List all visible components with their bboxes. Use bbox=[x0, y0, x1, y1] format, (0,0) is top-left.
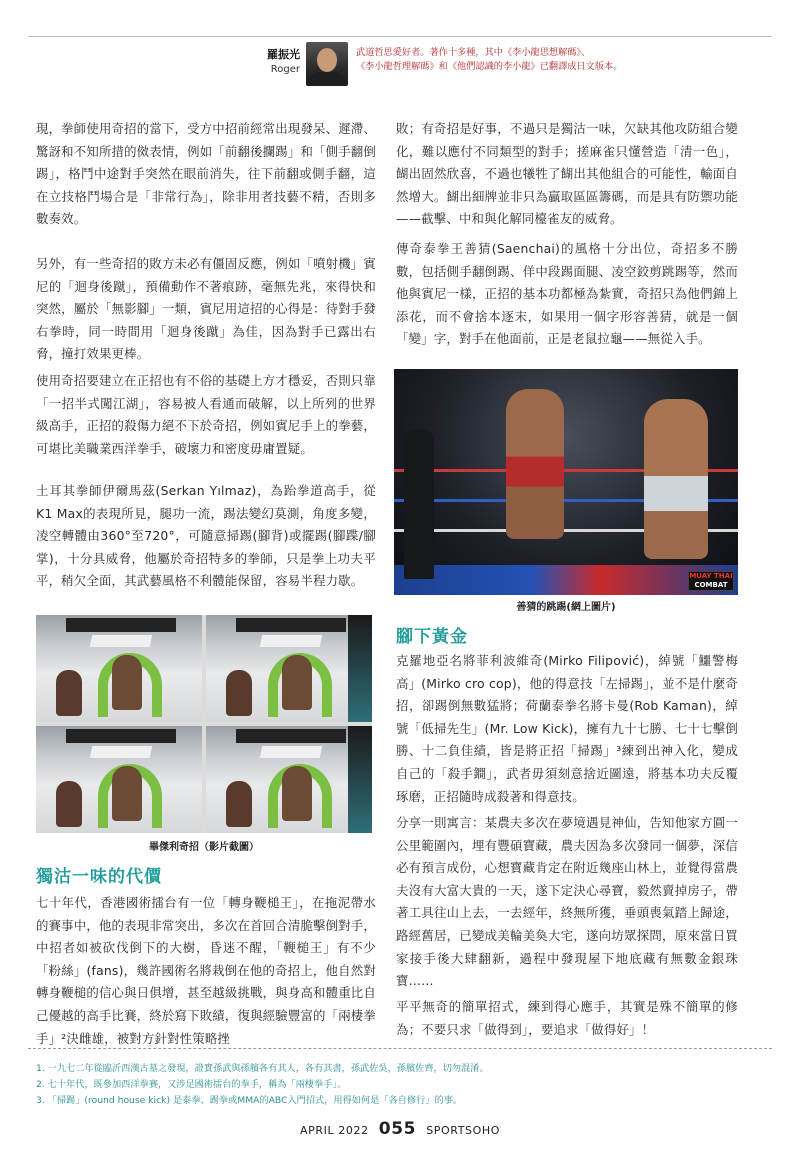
right-section-paragraph-3: 平平無奇的簡單招式，練到得心應手，其實是殊不簡單的修為；不要只求「做得到」，要追求「做得好」！ bbox=[396, 999, 738, 1037]
right-paragraph-1: 敗；有奇招是好事，不過只是獨沽一味，欠缺其他攻防組合變化，難以應付不同類型的對手；搓麻雀只懂營造「清一色」，餬出固然欣喜，不過也犧牲了餬出其他組合的可能性，輸面自然增大。餬出細牌並非只為贏取區區籌碼，而是具有防禦功能——截擊、中和與化解同檯雀友的威脅。 bbox=[396, 121, 738, 227]
right-section-paragraph-2: 分享一則寓言：某農夫多次在夢境遇見神仙，告知他家方圓一公里範圍內，埋有豐碩寶藏，農夫因為多次發同一個夢，深信必有預言成份，心想寶藏肯定在附近幾座山林上，並覺得當農夫沒有大富大貴的一天，遂下定決心尋寶，毅然賣掉房子，帶著工具往山上去，一去經年，終無所獲，垂頭喪氣踏上歸途，路經舊居，已變成美輪美奐大宅，遂向坊眾探問，原來當日買家接手後大肆翻新，過程中發現屋下地底藏有無數金銀珠寶…… bbox=[396, 815, 738, 989]
magazine-brand: SPORTSOHO bbox=[426, 1124, 500, 1137]
left-paragraph-2: 另外，有一些奇招的敗方未必有僵固反應，例如「噴射機」賓尼的「迴身後蹴」，預備動作不著痕跡，毫無先兆，來得快和突然，屬於「無影腳」一類，賓尼用這招的心得是：待對手發右拳時，同一時間用「迴身後蹴」為佳，因為對手已露出右脅，撞打效果更棒。 bbox=[36, 256, 376, 362]
ufc-screenshot-grid bbox=[36, 615, 372, 833]
left-paragraph-1: 現，拳師使用奇招的當下，受方中招前經常出現發呆、遲滯、驚訝和不知所措的傚表情，例如「前翻後攔踢」和「側手翻倒踢」，格鬥中途對手突然在眼前消失，往下前翻或側手翻，這在立技格鬥場合是「非常行為」，除非用者技藝不精，否則多數奏效。 bbox=[36, 121, 376, 227]
left-section-paragraph: 七十年代，香港國術擂台有一位「轉身鞭槌王」，在拖泥帶水的賽事中，他的表現非常突出，多次在首回合清脆擊倒對手，中招者如被砍伐倒下的大樹，昏迷不醒，「鞭槌王」有不少「粉絲」(fans)，幾許國術名將栽倒在他的奇招上，他自然對轉身鞭槌的信心與日俱增，甚至越級挑戰，與身高和體重比自己優越的高手比賽，終於寫下敗績，復與經驗豐富的「兩棲拳手」²決雌雄，被對方針對性策略挫 bbox=[36, 895, 376, 1046]
author-avatar bbox=[306, 42, 348, 86]
arena-banner bbox=[66, 729, 176, 743]
arena-side-panel bbox=[348, 726, 372, 833]
logo-line: MUAY THAI bbox=[689, 572, 733, 580]
fighter-figure bbox=[56, 670, 82, 716]
section-heading-right: 腳下黃金 bbox=[396, 627, 468, 647]
ufc-logo-shape bbox=[90, 746, 153, 758]
left-paragraph-3: 使用奇招要建立在正招也有不俗的基礎上方才穩妥，否則只靠「一招半式闖江湖」，容易被人看通而破解，以上所列的世界級高手，正招的殺傷力絕不下於奇招，例如賓尼手上的拳藝，可堪比美職業西洋拳手，破壞力和密度毋庸置疑。 bbox=[36, 373, 376, 456]
right-section-paragraph-1: 克羅地亞名將菲利波維奇(Mirko Filipović)，綽號「鱷警梅高」(Mirko cro cop)，他的得意技「左掃踢」，並不是什麼奇招，卻踢倒無數猛將；荷蘭泰拳名將卡曼(Rob Kaman)，綽號「低掃先生」(Mr. Low Kick)，擁有九十七勝、七十七擊倒勝、十二負佳績，皆是將正招「掃踢」³練到出神入化，變成自己的「殺手鐧」，武者毋須刻意捨近圖遠，將基本功夫反覆琢磨，正招隨時成殺著和得意技。 bbox=[396, 653, 738, 804]
ufc-frame-1 bbox=[36, 615, 202, 722]
footnote-3: 3. 「掃踢」(round house kick) 是泰拳、踢拳或MMA的ABC入門招式，用得如何是「各自修行」的事。 bbox=[36, 1095, 463, 1106]
page-number: 055 bbox=[378, 1119, 417, 1139]
fighter-figure bbox=[644, 399, 708, 559]
author-bio-line: 《李小龍哲理解碼》和《他們認識的李小龍》已翻譯成日文版本。 bbox=[356, 61, 623, 72]
footnote-1: 1. 一九七二年從臨沂西漢古墓之發現，證實孫武與孫臏各有其人，各有其書，孫武佐吳，孫臏佐齊，切勿混淆。 bbox=[36, 1063, 489, 1074]
top-divider bbox=[28, 36, 772, 37]
saenchai-kick-photo bbox=[394, 369, 738, 595]
arena-side-panel bbox=[348, 615, 372, 722]
footnote-2: 2. 七十年代，既參加西洋拳賽，又涉足國術擂台的拳手，稱為「兩棲拳手」。 bbox=[36, 1079, 347, 1090]
footnote-divider bbox=[28, 1048, 772, 1049]
fighter-figure bbox=[506, 389, 564, 539]
muay-thai-combat-logo bbox=[688, 571, 734, 591]
section-heading-left: 獨沽一味的代價 bbox=[36, 867, 162, 887]
arena-banner bbox=[66, 618, 176, 632]
fighter-figure bbox=[56, 781, 82, 827]
author-bio-line: 武道哲思愛好者。著作十多種，其中《李小龍思想解碼》、 bbox=[356, 47, 591, 58]
fighter-figure bbox=[112, 766, 142, 821]
fighter-figure bbox=[226, 670, 252, 716]
ring-caption: 善猜的跳踢(網上圖片) bbox=[516, 602, 616, 613]
ufc-frame-4 bbox=[206, 726, 372, 833]
fighter-figure bbox=[282, 655, 312, 710]
ufc-logo-shape bbox=[260, 635, 323, 647]
arena-banner bbox=[236, 618, 346, 632]
author-bio bbox=[356, 46, 656, 74]
author-face-shape bbox=[317, 48, 337, 72]
author-name: 羅振光 bbox=[267, 48, 300, 61]
fighter-figure bbox=[112, 655, 142, 710]
ufc-logo-shape bbox=[90, 635, 153, 647]
ufc-frame-3 bbox=[36, 726, 202, 833]
fighter-figure bbox=[282, 766, 312, 821]
ring-apron bbox=[394, 565, 738, 595]
referee-figure bbox=[404, 429, 434, 579]
ufc-logo-shape bbox=[260, 746, 323, 758]
left-paragraph-4: 土耳其拳師伊爾馬茲(Serkan Yılmaz)，為跆拳道高手，從K1 Max的表現所見，腿功一流，踢法變幻莫測，角度多變，凌空轉體由360°至720°，可隨意掃踢(腳背)或擺踢(腳蹀/腳掌)，十分具威脅，他屬於奇招特多的拳師，只是拳上功夫平平，稍欠全面，其武藝風格不利體能保留，容易半程力歇。 bbox=[36, 483, 376, 589]
ufc-caption: 畢傑利奇招（影片截圖） bbox=[149, 842, 259, 853]
ufc-frame-2 bbox=[206, 615, 372, 722]
page-footer bbox=[0, 1119, 800, 1139]
author-body-shape bbox=[310, 72, 344, 86]
right-paragraph-2: 傳奇泰拳王善猜(Saenchai)的風格十分出位，奇招多不勝數，包括側手翻倒踢、佯中段踢面腿、凌空鉸剪跳踢等，然而他與賓尼一樣，正招的基本功都極為紮實，奇招只為他們錦上添花，而不會捨本逐末，如果用一個字形容善猜，就是一個「變」字，對手在他面前，正是老鼠拉龜——無從入手。 bbox=[396, 241, 738, 347]
fighter-figure bbox=[226, 781, 252, 827]
issue-date: APRIL 2022 bbox=[300, 1124, 369, 1137]
arena-banner bbox=[236, 729, 346, 743]
author-name-en: Roger bbox=[270, 64, 300, 75]
logo-line: COMBAT bbox=[694, 581, 728, 589]
